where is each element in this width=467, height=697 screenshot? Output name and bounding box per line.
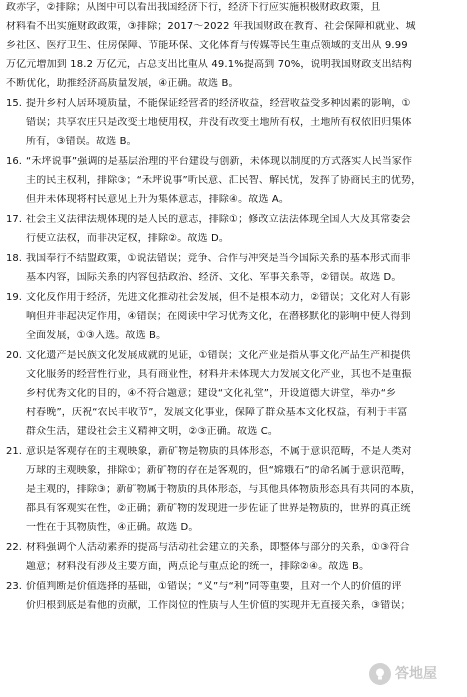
item-text <box>26 253 457 283</box>
item-number: 18. <box>6 253 22 264</box>
answer-item <box>6 292 457 341</box>
text-line: 所有，③错误。故选 B。 <box>26 136 137 147</box>
text-line: 题意；材料没有涉及主要方面，两点论与重点论的统一，排除②④。故选 B。 <box>26 561 370 572</box>
item-number: 20. <box>6 350 22 361</box>
text-line: 政赤字，②排除；从图中可以看出我国经济下行，经济下行应实施积极财政政策，且 <box>6 2 381 13</box>
item-number: 17. <box>6 214 22 225</box>
text-line: 乡村优秀文化的目的，④不符合题意；建设“文化礼堂”，开设道德大讲堂，举办“乡 <box>26 388 397 399</box>
text-line: 文化反作用于经济，先进文化推动社会发展，但不是根本动力，②错误；文化对人有影 <box>26 292 411 303</box>
text-line: 社会主义法律法规体现的是人民的意志，排除①；修改立法法体现全国人大及其常委会 <box>26 214 411 225</box>
text-line: 材料强调个人活动素养的提高与活动社会建立的关系，即整体与部分的关系，①③符合 <box>26 542 410 553</box>
item-number: 16. <box>6 156 22 167</box>
text-line: 主的民主权利，排除③；“禾坪说事”听民意、汇民智、解民忧，发挥了协商民主的优势， <box>26 175 422 186</box>
text-line: 是主观的，排除③；新矿物属于物质的具体形态，与其他具体物质形态具有共同的本质， <box>26 484 421 495</box>
text-line: 材料看不出实施财政政策，③排除；2017～2022 年我国财政在教育、社会保障和就业、城 <box>6 21 416 32</box>
text-line: 村春晚”，庆祝“农民丰收节”，发展文化事业，保障了群众基本文化权益，有利于丰富 <box>26 407 408 418</box>
text-line: 万亿元增加到 18.2 万亿元，占总支出比重从 49.1%提高到 70%，说明我国财政支出结构 <box>6 59 413 70</box>
text-line: 万球的主观映象，排除①；新矿物的存在是客观的，但“嫦娥石”的命名属于意识范畴， <box>26 465 412 476</box>
text-line: 我国奉行不结盟政策，①说法错误；竞争、合作与冲突是当今国际关系的基本形式而非 <box>26 253 411 264</box>
item-number: 22. <box>6 542 22 553</box>
answer-item <box>6 446 457 533</box>
text-line: 但并未体现将村民意见上升为集体意志，排除④。故选 A。 <box>26 194 290 205</box>
text-line: 一性在于其物质性，④正确。故选 D。 <box>26 522 199 533</box>
text-line: 全面发展，①③入选。故选 B。 <box>26 330 167 341</box>
text-line: 群众生活，建设社会主义精神文明，②③正确。故选 C。 <box>26 426 278 437</box>
text-line: 乡社区、医疗卫生、住房保障、节能环保、文化体育与传媒等民生重点领域的支出从 9.99 <box>6 40 408 51</box>
text-line: 基本内容，国际关系的内容包括政治、经济、文化、军事关系等，②错误。故选 D。 <box>26 272 402 283</box>
text-line: 提升乡村人居环境质量，不能保证经营者的经济收益，经营收益受多种因素的影响，① <box>26 98 411 109</box>
text-line: 响但并非起决定作用，④错误；在阅读中学习优秀文化，在潜移默化的影响中使人得到 <box>26 311 411 322</box>
text-line: 不断优化，助推经济高质量发展，④正确。故选 B。 <box>6 78 239 89</box>
answer-item <box>6 542 457 572</box>
text-line: 错误；共享农庄只是改变土地使用权，并没有改变土地所有权，土地所有权依旧归集体 <box>26 117 412 128</box>
item-text <box>26 292 457 341</box>
answer-item <box>6 253 457 283</box>
text-line: 价归根到底是看他的贡献，工作岗位的性质与人生价值的实现并无直接关系，③错误； <box>26 600 411 611</box>
text-line: 文化服务的经营性行业，具有商业性，材料并未体现大力发展文化产业，其也不是重振 <box>26 369 412 380</box>
item-text <box>26 156 457 205</box>
item-text <box>26 446 457 533</box>
text-line: 文化遗产是民族文化发展成就的见证，①错误；文化产业是指从事文化产品生产和提供 <box>26 350 411 361</box>
answer-item <box>6 98 457 147</box>
text-line: 都具有客观实在性，②正确；新矿物的发现进一步佐证了世界是物质的，世界的真正统 <box>26 503 411 514</box>
text-line: 价值判断是价值选择的基础，①错误；“义”与“利”同等重要，且对一个人的价值的评 <box>26 581 402 592</box>
watermark-text: 答地屋 <box>395 666 437 682</box>
intro-paragraph <box>6 2 457 89</box>
item-text <box>26 350 457 437</box>
item-text <box>26 214 457 244</box>
watermark <box>369 663 453 685</box>
answer-item <box>6 350 457 437</box>
text-line: 意识是客观存在的主观映象，新矿物是物质的具体形态，不属于意识范畴，不是人类对 <box>26 446 412 457</box>
item-number: 15. <box>6 98 22 109</box>
answer-item <box>6 581 457 611</box>
text-line: 行使立法权，而非决定权，排除②。故选 D。 <box>26 233 229 244</box>
item-text <box>26 581 457 611</box>
item-text <box>26 98 457 147</box>
item-text <box>26 542 457 572</box>
answer-item <box>6 214 457 244</box>
item-number: 21. <box>6 446 22 457</box>
item-number: 19. <box>6 292 22 303</box>
item-number: 23. <box>6 581 22 592</box>
text-line: “禾坪说事”强调的是基层治理的平台建设与创新，未体现以制度的方式落实人民当家作 <box>26 156 413 167</box>
answer-item <box>6 156 457 205</box>
bulb-logo-icon <box>369 663 391 685</box>
